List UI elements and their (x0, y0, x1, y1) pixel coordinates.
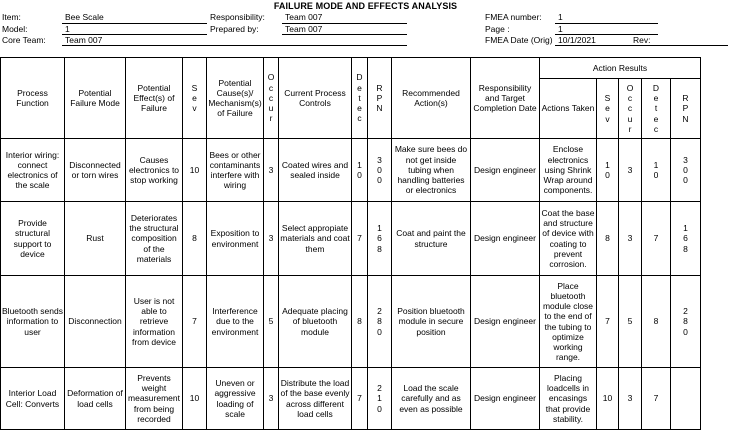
occur-cell: 5 (264, 276, 279, 368)
fmea-date-value: 10/1/2021 (558, 35, 596, 45)
controls-cell: Adequate placing of bluetooth module (279, 276, 352, 368)
col-actions-taken: Actions Taken (540, 79, 597, 139)
col-result-detec: Detec (642, 79, 671, 139)
fmea-number-label: FMEA number: (485, 12, 542, 22)
detec-cell: 8 (352, 276, 368, 368)
recommended-cell: Load the scale carefully and as even as possible (392, 368, 471, 430)
core-team-value: Team 007 (65, 35, 103, 45)
sev-cell: 10 (183, 139, 207, 202)
result-rpn-cell: 280 (671, 276, 701, 368)
table-row (1, 202, 701, 276)
result-occur-cell: 3 (619, 368, 642, 430)
fmea-date-label: FMEA Date (Orig) (485, 35, 553, 45)
process-function-cell: Interior Load Cell: Converts (1, 368, 65, 430)
result-occur-cell: 5 (619, 276, 642, 368)
causes-cell: Uneven or aggressive loading of scale (207, 368, 264, 430)
responsibility-value: Team 007 (285, 12, 323, 22)
col-effects: Potential Effect(s) of Failure (126, 58, 183, 139)
controls-cell: Coated wires and sealed inside (279, 139, 352, 202)
item-value: Bee Scale (65, 12, 104, 22)
rpn-cell: 168 (368, 202, 392, 276)
page-label: Page : (485, 24, 510, 34)
rpn-cell: 300 (368, 139, 392, 202)
recommended-cell: Position bluetooth module in secure position (392, 276, 471, 368)
core-team-underline (62, 45, 407, 46)
result-detec-cell: 7 (642, 202, 671, 276)
responsibility-cell: Design engineer (471, 139, 540, 202)
rpn-cell: 210 (368, 368, 392, 430)
detec-cell: 7 (352, 368, 368, 430)
effects-cell: Deteriorates the structural composition of the materials (126, 202, 183, 276)
col-result-rpn: RPN (671, 79, 701, 139)
col-causes: Potential Cause(s)/ Mechanism(s) of Failure (207, 58, 264, 139)
failure-mode-cell: Disconnection (65, 276, 126, 368)
occur-cell: 3 (264, 368, 279, 430)
header-row-top (1, 58, 701, 79)
col-action-results: Action Results (540, 58, 701, 79)
prepared-by-underline (282, 34, 407, 35)
result-sev-cell: 10 (597, 139, 619, 202)
table-row (1, 139, 701, 202)
recommended-cell: Coat and paint the structure (392, 202, 471, 276)
process-function-cell: Bluetooth sends information to user (1, 276, 65, 368)
failure-mode-cell: Disconnected or torn wires (65, 139, 126, 202)
fmea-table (0, 57, 701, 430)
col-recommended: Recommended Action(s) (392, 58, 471, 139)
detec-cell: 10 (352, 139, 368, 202)
actions-taken-cell: Enclose electronics using Shrink Wrap around components. (540, 139, 597, 202)
effects-cell: Prevents weight measurement from being recorded (126, 368, 183, 430)
actions-taken-cell: Coat the base and structure of device with coating to prevent corrosion. (540, 202, 597, 276)
item-label: Item: (2, 12, 21, 22)
page-value: 1 (558, 24, 563, 34)
result-detec-cell: 10 (642, 139, 671, 202)
result-rpn-cell: 168 (671, 202, 701, 276)
col-occur: Occur (264, 58, 279, 139)
prepared-by-label: Prepared by: (210, 24, 259, 34)
core-team-label: Core Team: (2, 35, 46, 45)
result-sev-cell: 7 (597, 276, 619, 368)
actions-taken-cell: Place bluetooth module close to the end of the tubing to optimize working range. (540, 276, 597, 368)
occur-cell: 3 (264, 139, 279, 202)
page-title: FAILURE MODE AND EFFECTS ANALYSIS (273, 1, 458, 11)
rpn-cell: 280 (368, 276, 392, 368)
failure-mode-cell: Deformation of load cells (65, 368, 126, 430)
process-function-cell: Interior wiring: connect electronics of the scale (1, 139, 65, 202)
recommended-cell: Make sure bees do not get inside tubing when handling batteries or electronics (392, 139, 471, 202)
sev-cell: 8 (183, 202, 207, 276)
result-detec-cell: 7 (642, 368, 671, 430)
result-occur-cell: 3 (619, 202, 642, 276)
col-controls: Current Process Controls (279, 58, 352, 139)
occur-cell: 3 (264, 202, 279, 276)
fmea-date-underline (555, 45, 728, 46)
process-function-cell: Provide structural support to device (1, 202, 65, 276)
effects-cell: User is not able to retrieve information from device (126, 276, 183, 368)
result-sev-cell: 10 (597, 368, 619, 430)
sev-cell: 7 (183, 276, 207, 368)
rev-label: Rev: (633, 35, 651, 45)
col-responsibility: Responsibility and Target Completion Date (471, 58, 540, 139)
col-process-function: Process Function (1, 58, 65, 139)
table-row (1, 368, 701, 430)
result-detec-cell: 8 (642, 276, 671, 368)
col-result-occur: Occur (619, 79, 642, 139)
causes-cell: Exposition to environment (207, 202, 264, 276)
causes-cell: Bees or other contaminants interfere with wiring (207, 139, 264, 202)
responsibility-label: Responsibility: (210, 12, 265, 22)
prepared-by-value: Team 007 (285, 24, 323, 34)
col-detec: Detec (352, 58, 368, 139)
model-value: 1 (65, 24, 70, 34)
col-failure-mode: Potential Failure Mode (65, 58, 126, 139)
failure-mode-cell: Rust (65, 202, 126, 276)
col-rpn: RPN (368, 58, 392, 139)
causes-cell: Interference due to the environment (207, 276, 264, 368)
result-rpn-cell (671, 368, 701, 430)
item-underline (62, 23, 207, 24)
effects-cell: Causes electronics to stop working (126, 139, 183, 202)
responsibility-cell: Design engineer (471, 368, 540, 430)
model-label: Model: (2, 24, 28, 34)
controls-cell: Distribute the load of the base evenly across different load cells (279, 368, 352, 430)
result-sev-cell: 8 (597, 202, 619, 276)
result-occur-cell: 3 (619, 139, 642, 202)
sev-cell: 10 (183, 368, 207, 430)
result-rpn-cell: 300 (671, 139, 701, 202)
table-row (1, 276, 701, 368)
actions-taken-cell: Placing loadcells in encasings that provide stability. (540, 368, 597, 430)
col-sev: Sev (183, 58, 207, 139)
detec-cell: 7 (352, 202, 368, 276)
fmea-number-value: 1 (558, 12, 563, 22)
controls-cell: Select appropiate materials and coat them (279, 202, 352, 276)
responsibility-cell: Design engineer (471, 202, 540, 276)
responsibility-cell: Design engineer (471, 276, 540, 368)
fmea-number-underline (555, 23, 658, 24)
col-result-sev: Sev (597, 79, 619, 139)
